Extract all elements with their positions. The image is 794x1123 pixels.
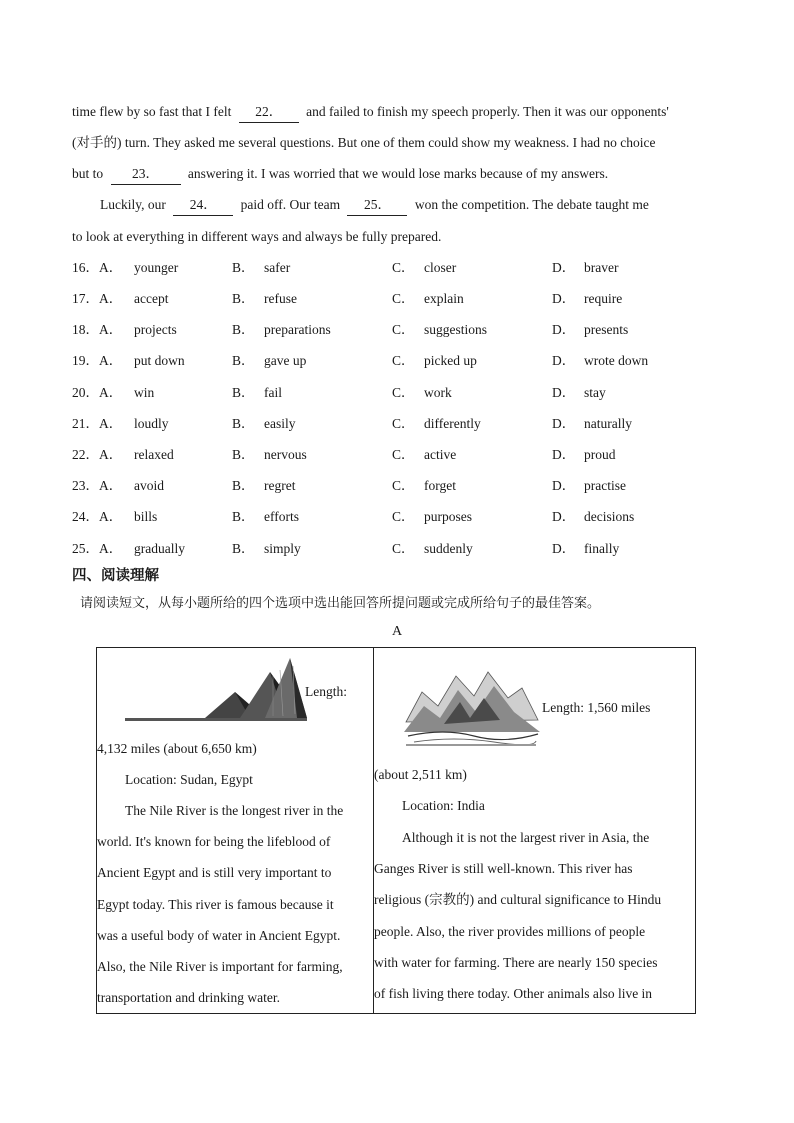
option-b-letter: B． (232, 260, 255, 275)
option-a[interactable]: accept (134, 291, 169, 306)
option-b[interactable]: efforts (264, 509, 299, 524)
ganges-text-line: Ganges River is still well-known. This river has (374, 861, 633, 876)
option-c-letter: C． (392, 353, 415, 368)
option-c[interactable]: explain (424, 291, 464, 306)
question-number: 23．A． (72, 478, 123, 493)
ganges-length-value: (about 2,511 km) (374, 767, 467, 782)
option-a[interactable]: avoid (134, 478, 164, 493)
question-row (72, 383, 712, 403)
question-number: 22．A． (72, 447, 123, 462)
option-b[interactable]: refuse (264, 291, 297, 306)
ganges-text-line: with water for farming. There are nearly 150 species (374, 955, 658, 970)
option-d-letter: D． (552, 322, 576, 337)
passage-text: answering it. I was worried that we would lose marks because of my answers. (187, 166, 609, 181)
option-d-letter: D． (552, 509, 576, 524)
option-d-letter: D． (552, 260, 576, 275)
option-d[interactable]: stay (584, 385, 606, 400)
passage-line-2: (对手的) turn. They asked me several questions. But one of them could show my weakness. I had no choice (72, 135, 656, 150)
option-b-letter: B． (232, 478, 255, 493)
question-number: 16．A． (72, 260, 123, 275)
option-b-letter: B． (232, 385, 255, 400)
nile-text-line: Egypt today. This river is famous because it (97, 897, 334, 912)
option-d-letter: D． (552, 385, 576, 400)
option-c-letter: C． (392, 447, 415, 462)
option-c-letter: C． (392, 478, 415, 493)
option-c-letter: C． (392, 509, 415, 524)
passage-text: but to (72, 166, 104, 181)
option-d-letter: D． (552, 291, 576, 306)
option-a[interactable]: win (134, 385, 155, 400)
passage-line-5: to look at everything in different ways and always be fully prepared. (72, 229, 442, 244)
option-d[interactable]: proud (584, 447, 616, 462)
option-c[interactable]: forget (424, 478, 456, 493)
option-c-letter: C． (392, 416, 415, 431)
option-b-letter: B． (232, 322, 255, 337)
ganges-location: Location: India (402, 798, 485, 813)
option-b-letter: B． (232, 541, 255, 556)
question-number: 20．A． (72, 385, 123, 400)
nile-length-value: 4,132 miles (about 6,650 km) (97, 741, 257, 756)
mountains-image (404, 662, 540, 750)
nile-text-line: The Nile River is the longest river in the (125, 803, 344, 818)
question-row (72, 320, 712, 340)
option-a[interactable]: younger (134, 260, 179, 275)
option-b-letter: B． (232, 353, 255, 368)
option-c[interactable]: purposes (424, 509, 472, 524)
option-c[interactable]: suggestions (424, 322, 488, 337)
option-b-letter: B． (232, 447, 255, 462)
nile-text-line: world. It's known for being the lifeblood of (97, 834, 331, 849)
option-b-letter: B． (232, 291, 255, 306)
ganges-text-line: of fish living there today. Other animals also live in (374, 986, 653, 1001)
option-c[interactable]: closer (424, 260, 457, 275)
nile-text-line: Also, the Nile River is important for farming, (97, 959, 343, 974)
option-c-letter: C． (392, 322, 415, 337)
option-c[interactable]: suddenly (424, 541, 473, 556)
option-d[interactable]: wrote down (584, 353, 649, 368)
option-c[interactable]: differently (424, 416, 481, 431)
section-heading: 四、阅读理解 (72, 568, 159, 584)
option-d-letter: D． (552, 416, 576, 431)
question-row (72, 476, 712, 496)
option-b[interactable]: preparations (264, 322, 331, 337)
question-row (72, 351, 712, 371)
option-d-letter: D． (552, 447, 576, 462)
option-a[interactable]: gradually (134, 541, 185, 556)
ganges-text-line: Although it is not the largest river in Asia, the (402, 830, 650, 845)
ganges-text-line: people. Also, the river provides millions of people (374, 924, 646, 939)
option-d-letter: D． (552, 541, 576, 556)
nile-text-line: was a useful body of water in Ancient Egypt. (97, 928, 341, 943)
passage-text: won the competition. The debate taught me (414, 197, 649, 212)
option-d[interactable]: practise (584, 478, 626, 493)
river-table (96, 647, 696, 1014)
passage-line-3 (72, 164, 608, 185)
option-c-letter: C． (392, 541, 415, 556)
passage-text: paid off. Our team (240, 197, 341, 212)
option-a[interactable]: put down (134, 353, 185, 368)
question-row (72, 507, 712, 527)
nile-location: Location: Sudan, Egypt (125, 772, 253, 787)
pyramids-image (125, 656, 307, 726)
option-b[interactable]: regret (264, 478, 296, 493)
question-number: 19．A． (72, 353, 123, 368)
option-c[interactable]: active (424, 447, 457, 462)
nile-cell (97, 648, 373, 1013)
option-b-letter: B． (232, 416, 255, 431)
ganges-length-label: Length: 1,560 miles (542, 700, 651, 715)
option-b[interactable]: simply (264, 541, 301, 556)
passage-label: A (391, 624, 403, 639)
question-row (72, 258, 712, 278)
option-a[interactable]: bills (134, 509, 158, 524)
question-number: 25．A． (72, 541, 123, 556)
option-b[interactable]: fail (264, 385, 282, 400)
option-d[interactable]: finally (584, 541, 620, 556)
passage-text: Luckily, our (100, 197, 166, 212)
option-a[interactable]: relaxed (134, 447, 174, 462)
question-number: 21．A． (72, 416, 123, 431)
option-d[interactable]: decisions (584, 509, 635, 524)
nile-text-line: transportation and drinking water. (97, 990, 280, 1005)
passage-text: time flew by so fast that I felt (72, 104, 232, 119)
option-c[interactable]: work (424, 385, 452, 400)
option-d[interactable]: braver (584, 260, 619, 275)
option-b[interactable]: easily (264, 416, 296, 431)
passage-text: and failed to finish my speech properly. Then it was our opponents' (306, 104, 669, 119)
option-a[interactable]: projects (134, 322, 177, 337)
question-row (72, 289, 712, 309)
blank-22: 22． (239, 102, 299, 123)
option-c[interactable]: picked up (424, 353, 477, 368)
option-a[interactable]: loudly (134, 416, 169, 431)
option-d-letter: D． (552, 353, 576, 368)
option-b-letter: B． (232, 509, 255, 524)
option-d[interactable]: require (584, 291, 623, 306)
option-d-letter: D． (552, 478, 576, 493)
ganges-cell (374, 648, 696, 1013)
question-number: 17．A． (72, 291, 123, 306)
option-b[interactable]: nervous (264, 447, 307, 462)
section-instruction: 请阅读短文，从每小题所给的四个选项中选出能回答所提问题或完成所给句子的最佳答案。 (80, 596, 601, 611)
nile-length-label: Length: (305, 684, 347, 699)
question-row (72, 445, 712, 465)
option-c-letter: C． (392, 385, 415, 400)
passage-line-4 (100, 195, 649, 216)
ganges-text-line: religious (宗教的) and cultural significance to Hindu (374, 892, 662, 907)
blank-24: 24． (173, 195, 233, 216)
blank-25: 25． (347, 195, 407, 216)
question-row (72, 414, 712, 434)
question-number: 18．A． (72, 322, 123, 337)
question-number: 24．A． (72, 509, 123, 524)
option-d[interactable]: naturally (584, 416, 632, 431)
passage-line-1 (72, 102, 669, 123)
option-b[interactable]: safer (264, 260, 291, 275)
option-d[interactable]: presents (584, 322, 629, 337)
blank-23: 23． (111, 164, 181, 185)
option-c-letter: C． (392, 291, 415, 306)
nile-text-line: Ancient Egypt and is still very important to (97, 865, 332, 880)
option-c-letter: C． (392, 260, 415, 275)
option-b[interactable]: gave up (264, 353, 307, 368)
question-row (72, 539, 712, 559)
